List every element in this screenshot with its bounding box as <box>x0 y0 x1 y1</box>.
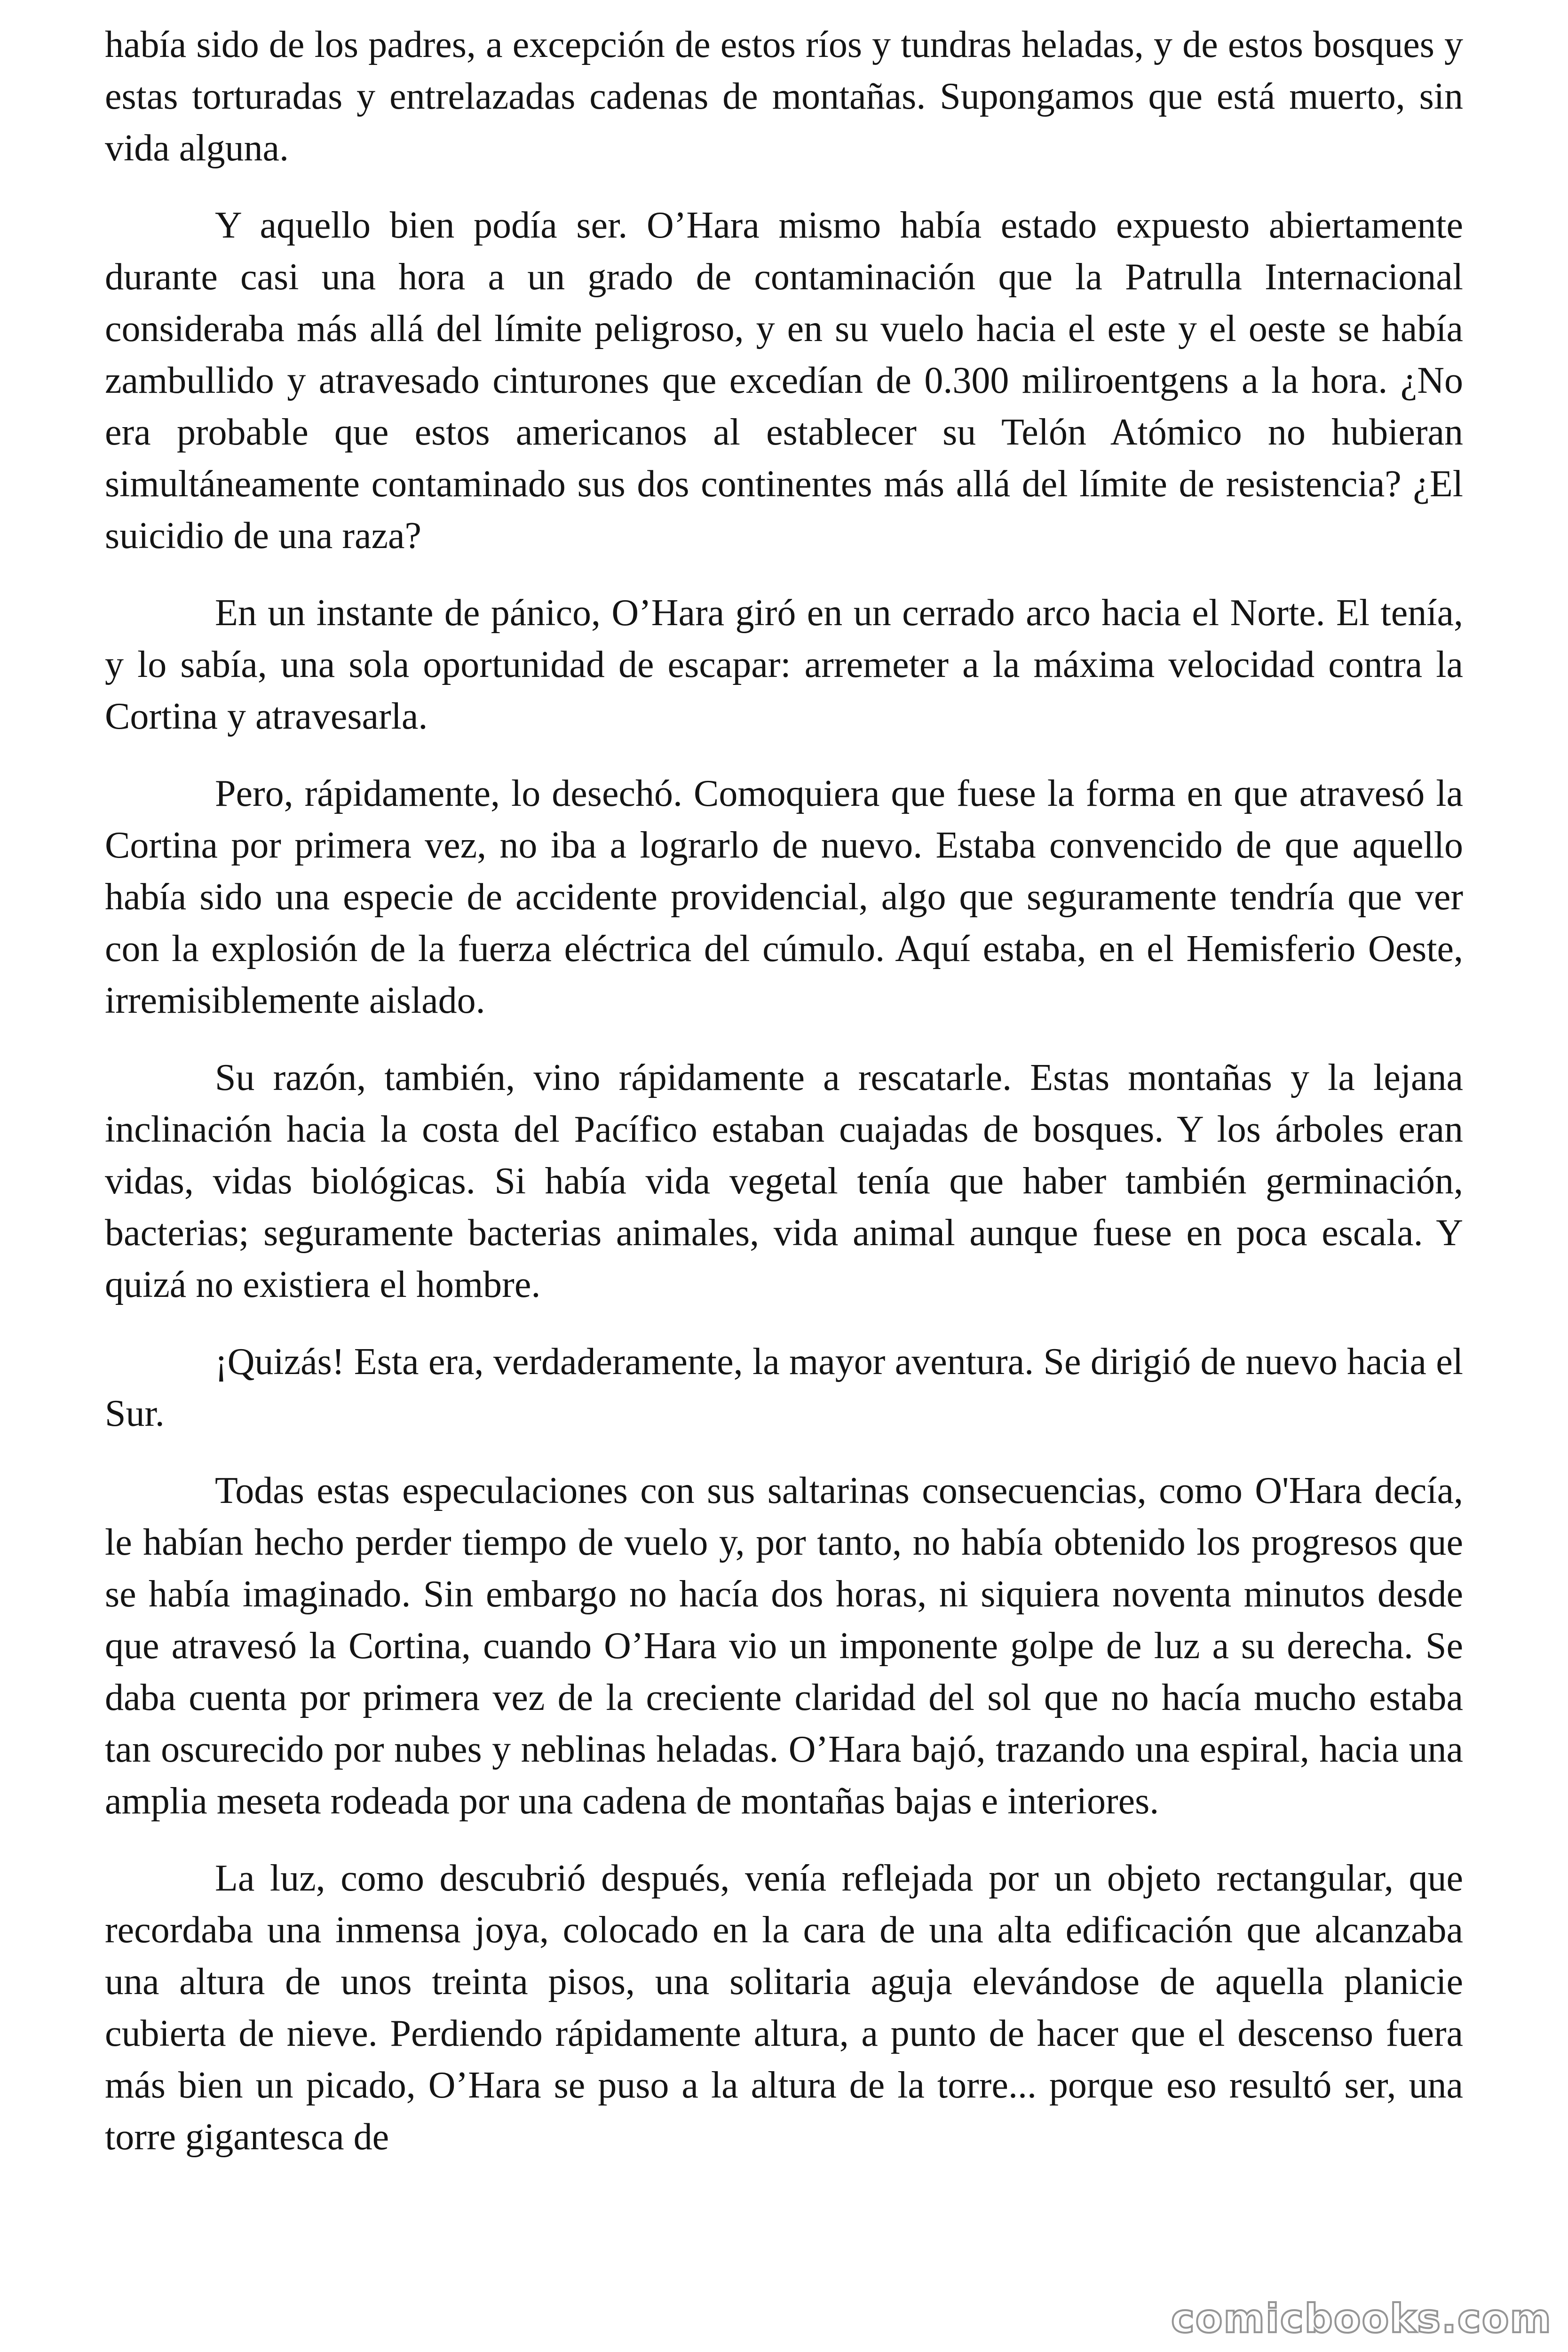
paragraph-4: Pero, rápidamente, lo desechó. Comoquiera que fuese la forma en que atravesó la Cortina por primera vez, no iba a lograrlo de nuevo. Estaba convencido de que aquello había sido una especie de accidente providencial, algo que seguramente tendría que ver con la explosión de la fuerza eléctrica del cúmulo. Aquí estaba, en el Hemisferio Oeste, irremisiblemente aislado. <box>105 773 1463 1021</box>
paragraph-3: En un instante de pánico, O’Hara giró en un cerrado arco hacia el Norte. El tenía, y lo sabía, una sola oportunidad de escapar: arremeter a la máxima velocidad contra la Cortina y atravesarla. <box>105 592 1463 737</box>
paragraph-8: La luz, como descubrió después, venía reflejada por un objeto rectangular, que recordaba una inmensa joya, colocado en la cara de una alta edificación que alcanzaba una altura de unos treinta pisos, una solitaria aguja elevándose de aquella planicie cubierta de nieve. Perdiendo rápidamente altura, a punto de hacer que el descenso fuera más bien un picado, O’Hara se puso a la altura de la torre... porque eso resultó ser, una torre gigantesca de <box>105 1858 1463 2158</box>
paragraph-6: ¡Quizás! Esta era, verdaderamente, la mayor aventura. Se dirigió de nuevo hacia el Sur. <box>105 1341 1463 1434</box>
paragraph-1: había sido de los padres, a excepción de estos ríos y tundras heladas, y de estos bosques y estas torturadas y entrelazadas cadenas de montañas. Supongamos que está muerto, sin vida alguna. <box>105 24 1463 169</box>
paragraph-5: Su razón, también, vino rápidamente a rescatarle. Estas montañas y la lejana inclinación hacia la costa del Pacífico estaban cuajadas de bosques. Y los árboles eran vidas, vidas biológicas. Si había vida vegetal tenía que haber también germinación, bacterias; seguramente bacterias animales, vida animal aunque fuese en poca escala. Y quizá no existiera el hombre. <box>105 1057 1463 1305</box>
paragraph-2: Y aquello bien podía ser. O’Hara mismo había estado expuesto abiertamente durante casi una hora a un grado de contaminación que la Patrulla Internacional consideraba más allá del límite peligroso, y en su vuelo hacia el este y el oeste se había zambullido y atravesado cinturones que excedían de 0.300 miliroentgens a la hora. ¿No era probable que estos americanos al establecer su Telón Atómico no hubieran simultáneamente contaminado sus dos continentes más allá del límite de resistencia? ¿El suicidio de una raza? <box>105 205 1463 556</box>
watermark: comicbooks.com <box>1171 2296 1552 2342</box>
paragraph-7: Todas estas especulaciones con sus saltarinas consecuencias, como O'Hara decía, le habían hecho perder tiempo de vuelo y, por tanto, no había obtenido los progresos que se había imaginado. Sin embargo no hacía dos horas, ni siquiera noventa minutos desde que atravesó la Cortina, cuando O’Hara vio un imponente golpe de luz a su derecha. Se daba cuenta por primera vez de la creciente claridad del sol que no hacía mucho estaba tan oscurecido por nubes y neblinas heladas. O’Hara bajó, trazando una espiral, hacia una amplia meseta rodeada por una cadena de montañas bajas e interiores. <box>105 1470 1463 1822</box>
document-page <box>105 19 1463 2188</box>
